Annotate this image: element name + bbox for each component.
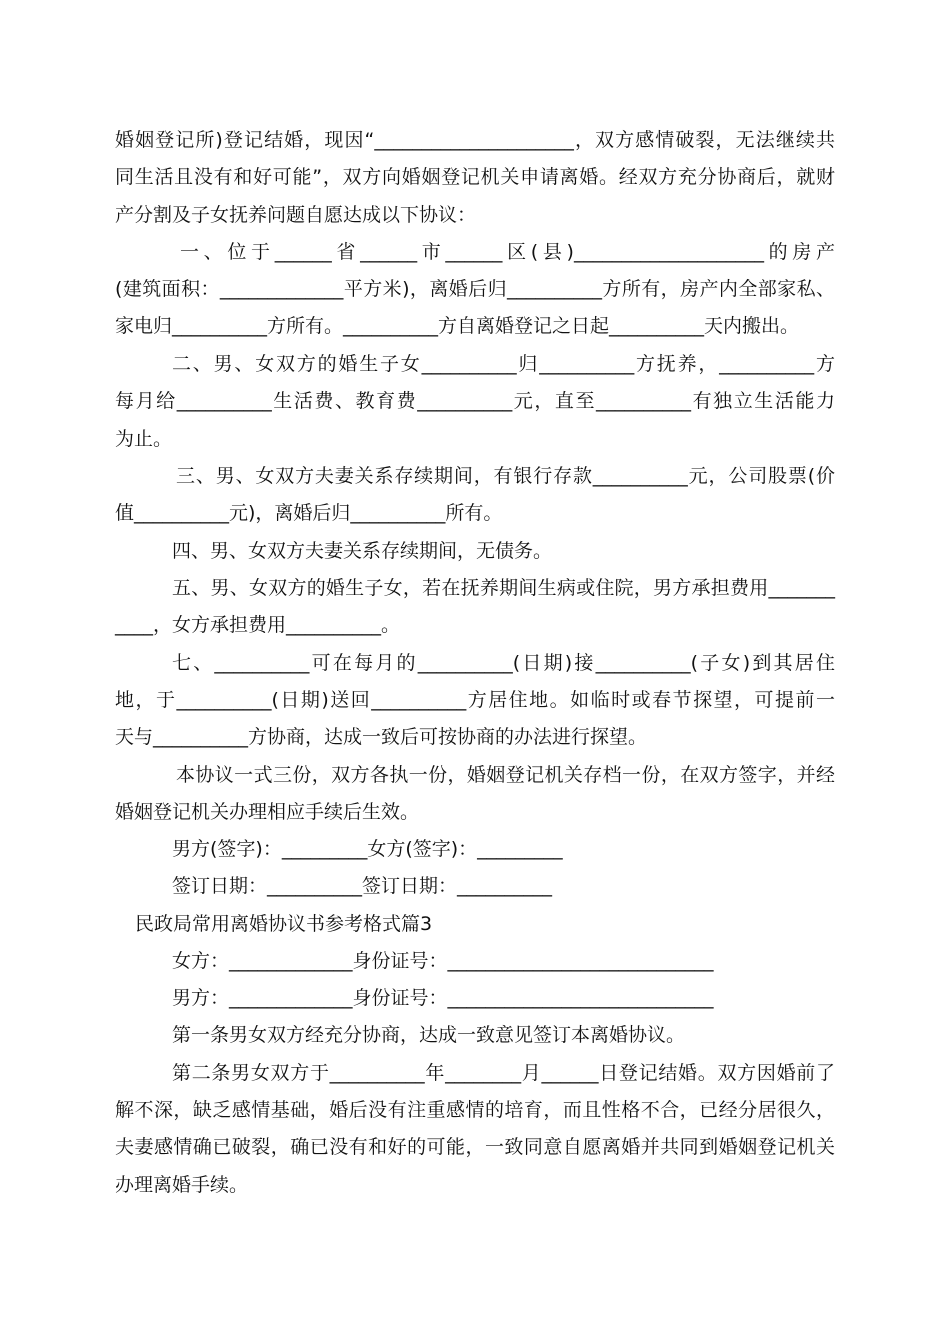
article-2-line: 夫妻感情确已破裂，确已没有和好的可能，一致同意自愿离婚并共同到婚姻登记机关 — [115, 1136, 835, 1158]
article-2-line: 第二条男女双方于__________年________月______日登记结婚。双方因婚前了 — [172, 1062, 835, 1084]
clause-2-line: 为止。 — [115, 428, 173, 450]
section-heading: 民政局常用离婚协议书参考格式篇3 — [135, 913, 433, 935]
clause-7-line: 天与__________方协商，达成一致后可按协商的办法进行探望。 — [115, 726, 648, 748]
article-1-line: 第一条男女双方经充分协商，达成一致意见签订本离婚协议。 — [172, 1024, 686, 1046]
clause-1-line: (建筑面积：_____________平方米)，离婚后归__________方所有，房产内全部家私、 — [115, 278, 835, 300]
clause-5-line: 五、男、女双方的婚生子女，若在抚养期间生病或住院，男方承担费用_______ — [172, 577, 835, 599]
clause-2-line: 二、男、女双方的婚生子女__________归__________方抚养，__________方 — [172, 353, 835, 375]
wife-id-line: 女方：_____________身份证号：____________________________ — [172, 950, 714, 972]
clause-1-line: 一、位于______省______市______区(县)____________________的房产 — [180, 241, 835, 263]
clause-2-line: 每月给__________生活费、教育费__________元，直至__________有独立生活能力 — [115, 390, 835, 412]
article-2-line: 办理离婚手续。 — [115, 1174, 249, 1196]
clause-3-line: 三、男、女双方夫妻关系存续期间，有银行存款__________元，公司股票(价 — [176, 465, 835, 487]
agreement-copies-line: 本协议一式三份，双方各执一份，婚姻登记机关存档一份，在双方签字，并经 — [176, 764, 835, 786]
signing-date-line: 签订日期：__________签订日期：__________ — [172, 875, 553, 897]
clause-1-line: 家电归__________方所有。__________方自离婚登记之日起__________天内搬出。 — [115, 315, 800, 337]
clause-7-line: 地，于__________(日期)送回__________方居住地。如临时或春节探望，可提前一 — [115, 689, 835, 711]
clause-3-line: 值__________元)，离婚后归__________所有。 — [115, 502, 503, 524]
paragraph-line: 同生活且没有和好可能”，双方向婚姻登记机关申请离婚。经双方充分协商后，就财 — [115, 166, 835, 188]
signature-line: 男方(签字)：_________女方(签字)：_________ — [172, 838, 563, 860]
husband-id-line: 男方：_____________身份证号：____________________________ — [172, 987, 714, 1009]
paragraph-line: 婚姻登记所)登记结婚，现因“_____________________，双方感情破裂，无法继续共 — [115, 129, 835, 151]
clause-5-line: ____，女方承担费用__________。 — [115, 614, 401, 636]
paragraph-line: 产分割及子女抚养问题自愿达成以下协议： — [115, 204, 477, 226]
clause-4-line: 四、男、女双方夫妻关系存续期间，无债务。 — [172, 540, 553, 562]
clause-7-line: 七、__________可在每月的__________(日期)接__________(子女)到其居住 — [172, 652, 835, 674]
agreement-copies-line: 婚姻登记机关办理相应手续后生效。 — [115, 801, 420, 823]
article-2-line: 解不深，缺乏感情基础，婚后没有注重感情的培育，而且性格不合，已经分居很久， — [115, 1099, 835, 1121]
